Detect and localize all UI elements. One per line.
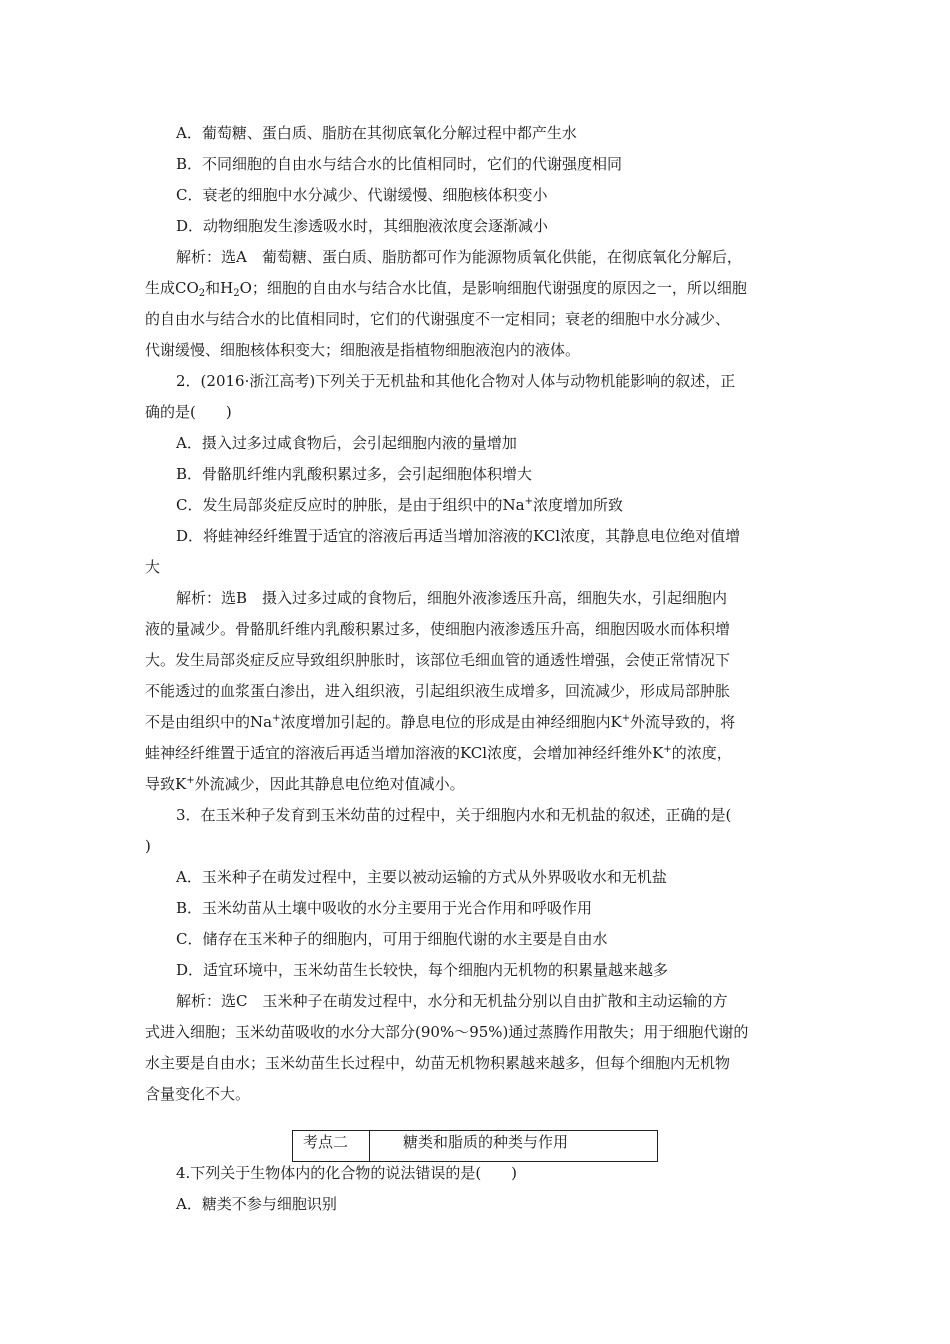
q2-option-d-line1: D．将蛙神经纤维置于适宜的溶液后再适当增加溶液的KCl浓度，其静息电位绝对值增: [176, 527, 741, 545]
q1-explanation-line4: 代谢缓慢、细胞核体积变大；细胞液是指植物细胞液泡内的液体。: [145, 341, 581, 359]
q3-explanation-line1: 解析：选C 玉米种子在萌发过程中，水分和无机盐分别以自由扩散和主动运输的方: [176, 992, 728, 1010]
q2-option-a: A．摄入过多过咸食物后，会引起细胞内液的量增加: [176, 434, 517, 452]
q2-explanation-line3: 大。发生局部炎症反应导致组织肿胀时，该部位毛细血管的通透性增强，会使正常情况下: [145, 651, 731, 669]
q2-explanation-line7: 导致K+外流减少，因此其静息电位绝对值减小。: [145, 775, 465, 793]
q2-stem-line2: 确的是( ): [145, 403, 232, 421]
q3-option-d: D．适宜环境中，玉米幼苗生长较快，每个细胞内无机物的积累量越来越多: [176, 961, 669, 979]
q3-explanation-line4: 含量变化不大。: [145, 1085, 251, 1103]
section-header-box: [292, 1130, 658, 1162]
q4-stem: 4.下列关于生物体内的化合物的说法错误的是( ): [176, 1164, 518, 1182]
q1-explanation-line1: 解析：选A 葡萄糖、蛋白质、脂肪都可作为能源物质氧化供能，在彻底氧化分解后，: [176, 248, 742, 266]
q3-stem-line2: ): [145, 837, 151, 855]
q1-option-a: A．葡萄糖、蛋白质、脂肪在其彻底氧化分解过程中都产生水: [176, 124, 577, 142]
q3-option-c: C．储存在玉米种子的细胞内，可用于细胞代谢的水主要是自由水: [176, 930, 608, 948]
section-divider: [369, 1131, 370, 1161]
q3-option-a: A．玉米种子在萌发过程中，主要以被动运输的方式从外界吸收水和无机盐: [176, 868, 667, 886]
q2-stem-line1: 2．(2016·浙江高考)下列关于无机盐和其他化合物对人体与动物机能影响的叙述，正: [176, 372, 736, 390]
q3-explanation-line3: 水主要是自由水；玉米幼苗生长过程中，幼苗无机物积累越来越多，但每个细胞内无机物: [145, 1054, 731, 1072]
section-label: 考点二: [303, 1133, 349, 1151]
q2-explanation-line1: 解析：选B 摄入过多过咸的食物后，细胞外液渗透压升高，细胞失水，引起细胞内: [176, 589, 728, 607]
section-title: 糖类和脂质的种类与作用: [403, 1133, 569, 1151]
q3-stem-line1: 3．在玉米种子发育到玉米幼苗的过程中，关于细胞内水和无机盐的叙述，正确的是(: [176, 806, 732, 824]
q2-explanation-line2: 液的量减少。骨骼肌纤维内乳酸积累过多，使细胞内液渗透压升高，细胞因吸水而体积增: [145, 620, 731, 638]
q1-explanation-line2: 生成$CO_2$和$H_2O$；细胞的自由水与结合水比值，是影响细胞代谢强度的原因之一，所以细胞: [145, 279, 747, 299]
q1-option-b: B．不同细胞的自由水与结合水的比值相同时，它们的代谢强度相同: [176, 155, 623, 173]
q2-explanation-line4: 不能透过的血浆蛋白渗出，进入组织液，引起组织液生成增多，回流减少，形成局部肿胀: [145, 682, 731, 700]
q2-explanation-line6: 蛙神经纤维置于适宜的溶液后再适当增加溶液的KCl浓度，会增加神经纤维外K+的浓度，: [145, 744, 732, 762]
q4-option-a: A．糖类不参与细胞识别: [176, 1195, 337, 1213]
q2-option-d-line2: 大: [145, 558, 161, 576]
q2-option-c: C．发生局部炎症反应时的肿胀，是由于组织中的Na+浓度增加所致: [176, 496, 623, 514]
q2-explanation-line5: 不是由组织中的Na+浓度增加引起的。静息电位的形成是由神经细胞内K+外流导致的，将: [145, 713, 736, 731]
q1-explanation-line3: 的自由水与结合水的比值相同时，它们的代谢强度不一定相同；衰老的细胞中水分减少、: [145, 310, 731, 328]
q2-option-b: B．骨骼肌纤维内乳酸积累过多，会引起细胞体积增大: [176, 465, 533, 483]
q1-option-c: C．衰老的细胞中水分减少、代谢缓慢、细胞核体积变小: [176, 186, 548, 204]
q1-option-d: D．动物细胞发生渗透吸水时，其细胞液浓度会逐渐减小: [176, 217, 549, 235]
q3-explanation-line2: 式进入细胞；玉米幼苗吸收的水分大部分(90%～95%)通过蒸腾作用散失；用于细胞代谢的: [145, 1023, 749, 1041]
q3-option-b: B．玉米幼苗从土壤中吸收的水分主要用于光合作用和呼吸作用: [176, 899, 593, 917]
